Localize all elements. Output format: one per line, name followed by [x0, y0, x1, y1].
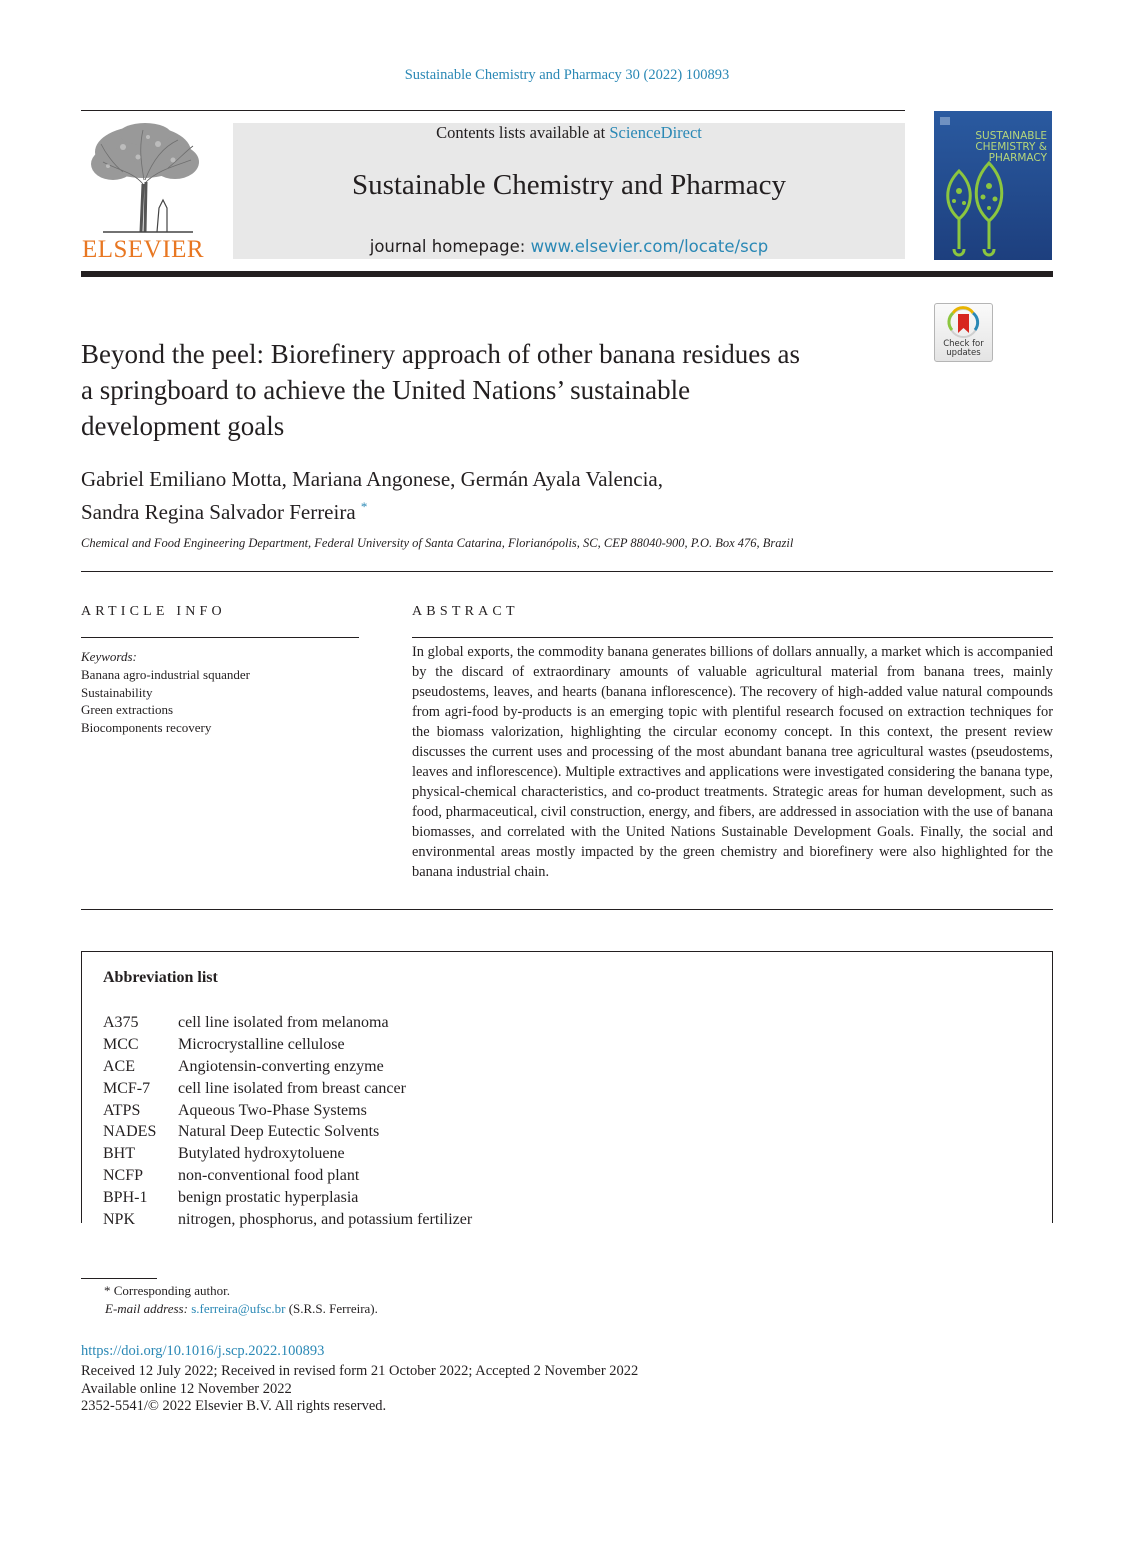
header-rule: [81, 110, 905, 111]
abbreviation-key: BPH-1: [103, 1189, 148, 1207]
title-line: development goals: [81, 411, 285, 441]
corresponding-author-name: Sandra Regina Salvador Ferreira: [81, 500, 356, 524]
contents-prefix: Contents lists available at: [436, 123, 610, 142]
email-suffix: (S.R.S. Ferreira).: [285, 1301, 378, 1316]
abbreviation-row: [103, 1209, 1003, 1231]
contents-line: [233, 123, 905, 143]
available-line: Available online 12 November 2022: [81, 1380, 292, 1397]
homepage-link[interactable]: www.elsevier.com/locate/scp: [530, 237, 769, 256]
authors-line-2: [81, 493, 981, 526]
abbreviation-meaning: non-conventional food plant: [178, 1167, 360, 1185]
journal-citation-link[interactable]: Sustainable Chemistry and Pharmacy 30 (2022) 100893: [404, 67, 730, 83]
check-for-updates-label: [935, 340, 992, 358]
bookmark-icon: [935, 304, 992, 340]
authors-line: Gabriel Emiliano Motta, Mariana Angonese, Germán Ayala Valencia,: [81, 467, 664, 491]
abbreviation-key: NCFP: [103, 1167, 144, 1185]
abbreviation-meaning: cell line isolated from melanoma: [178, 1014, 389, 1031]
affiliation: Chemical and Food Engineering Department, Federal University of Santa Catarina, Florianópolis, SC, CEP 88040-900, P.O. Box 476, Brazil: [81, 536, 794, 550]
homepage-prefix: journal homepage:: [369, 237, 531, 256]
abbreviation-title: Abbreviation list: [103, 969, 218, 986]
homepage-line: [233, 237, 905, 256]
badge-line: updates: [946, 348, 981, 358]
keyword-item: Sustainability: [81, 684, 153, 700]
abstract-text: In global exports, the commodity banana generates billions of dollars annually, a market which is accompanied by the discard of extraordinary amounts of valuable agricultural material from banana trees, mainly pseudostems, leaves, and hearts (banana inflorescence). The recovery of high-added value natural compounds from agri-food by-products is an emerging topic with plentiful research focused on extraction techniques for the biomass valorization, highlighting the circular economy concept. In this context, the present review discusses the current uses and processing of the most abundant banana tree agricultural wastes (pseudostems, leaves and inflorescence). Multiple extractives and applications were investigated considering the banana type, physical-chemical characteristics, and co-product treatments. Strategic areas for human development, such as food, pharmaceutical, civil construction, energy, and fibers, are addressed in association with the use of banana biomasses, and correlated with the United Nations Sustainable Development Goals. Finally, the social and environmental areas mostly impacted by the green chemistry and biorefinery were also highlighted for the banana industrial chain.: [412, 644, 1053, 880]
abbreviation-row: [103, 1121, 1003, 1143]
abbreviation-meaning: Aqueous Two-Phase Systems: [178, 1101, 367, 1119]
abbreviation-row: [103, 1143, 1003, 1165]
abbreviation-meaning: cell line isolated from breast cancer: [178, 1079, 406, 1097]
abbreviation-row: [103, 1078, 1003, 1100]
abbreviation-row: [103, 1165, 1003, 1187]
abbreviation-row: [103, 1056, 1003, 1078]
article-info-heading: ARTICLE INFO: [81, 604, 226, 619]
abbreviation-meaning: Microcrystalline cellulose: [178, 1035, 345, 1053]
journal-title: Sustainable Chemistry and Pharmacy: [351, 169, 787, 201]
abbreviation-key: NPK: [103, 1211, 136, 1229]
title-line: a springboard to achieve the United Nations’ sustainable: [81, 375, 691, 405]
cover-title-line: CHEMISTRY &: [975, 141, 1047, 153]
abbreviation-meaning: Angiotensin-converting enzyme: [178, 1057, 384, 1075]
cover-title-line: SUSTAINABLE: [975, 130, 1047, 142]
article-title: [81, 336, 921, 444]
abstract-heading: ABSTRACT: [412, 604, 519, 619]
corresponding-author-link[interactable]: *: [360, 499, 368, 514]
abbreviation-meaning: benign prostatic hyperplasia: [178, 1189, 359, 1207]
email-label: E-mail address:: [105, 1301, 192, 1316]
abstract-rule: [412, 637, 1053, 638]
abbreviation-key: MCC: [103, 1035, 139, 1053]
publisher-name: ELSEVIER: [81, 236, 205, 263]
abbreviation-row: [103, 1012, 1003, 1034]
journal-cover-image[interactable]: [934, 111, 1052, 260]
keywords-label: Keywords:: [81, 649, 137, 664]
abbreviation-row: [103, 1187, 1003, 1209]
author-list: [81, 465, 981, 526]
abbreviation-meaning: Butylated hydroxytoluene: [178, 1145, 345, 1163]
received-line: Received 12 July 2022; Received in revised form 21 October 2022; Accepted 2 November 2022: [81, 1363, 639, 1379]
footnote-rule: [81, 1278, 157, 1279]
email-link[interactable]: s.ferreira@ufsc.br: [191, 1301, 286, 1316]
abbreviation-list: [103, 1012, 1003, 1231]
abbreviation-key: ACE: [103, 1057, 135, 1075]
abbreviation-key: MCF-7: [103, 1079, 151, 1097]
article-history: [81, 1363, 638, 1416]
keyword-item: Green extractions: [81, 702, 174, 718]
article-info-rule: [81, 637, 359, 638]
keyword-item: Banana agro-industrial squander: [81, 666, 250, 682]
copyright-line: 2352-5541/© 2022 Elsevier B.V. All rights reserved.: [81, 1398, 387, 1414]
keywords-block: [81, 648, 359, 737]
abbreviation-box: [81, 951, 1053, 1229]
sciencedirect-link[interactable]: ScienceDirect: [609, 123, 702, 142]
cover-title-line: PHARMACY: [988, 152, 1047, 164]
abstract-bottom-rule: [81, 909, 1053, 910]
email-note: [105, 1301, 378, 1317]
publisher-logo: [81, 122, 205, 262]
corresponding-author-note: * Corresponding author.: [104, 1283, 231, 1298]
abbreviation-row: [103, 1100, 1003, 1122]
section-rule: [81, 571, 1053, 572]
abbreviation-row: [103, 1034, 1003, 1056]
doi-link[interactable]: https://doi.org/10.1016/j.scp.2022.100893: [81, 1343, 325, 1359]
tree-logo-icon: [83, 122, 203, 234]
abbreviation-key: NADES: [103, 1123, 157, 1141]
check-for-updates-button[interactable]: [934, 303, 993, 362]
title-line: Beyond the peel: Biorefinery approach of other banana residues as: [81, 339, 800, 369]
abbreviation-meaning: nitrogen, phosphorus, and potassium fertilizer: [178, 1211, 473, 1229]
abbreviation-key: BHT: [103, 1145, 135, 1163]
header-thick-rule: [81, 271, 1053, 277]
badge-line: Check for: [943, 339, 984, 349]
abbreviation-key: A375: [103, 1014, 139, 1031]
journal-banner: [233, 123, 905, 259]
abbreviation-meaning: Natural Deep Eutectic Solvents: [178, 1123, 380, 1141]
keyword-item: Biocomponents recovery: [81, 720, 212, 736]
abbreviation-key: ATPS: [103, 1101, 141, 1119]
cover-title: [937, 131, 1047, 164]
